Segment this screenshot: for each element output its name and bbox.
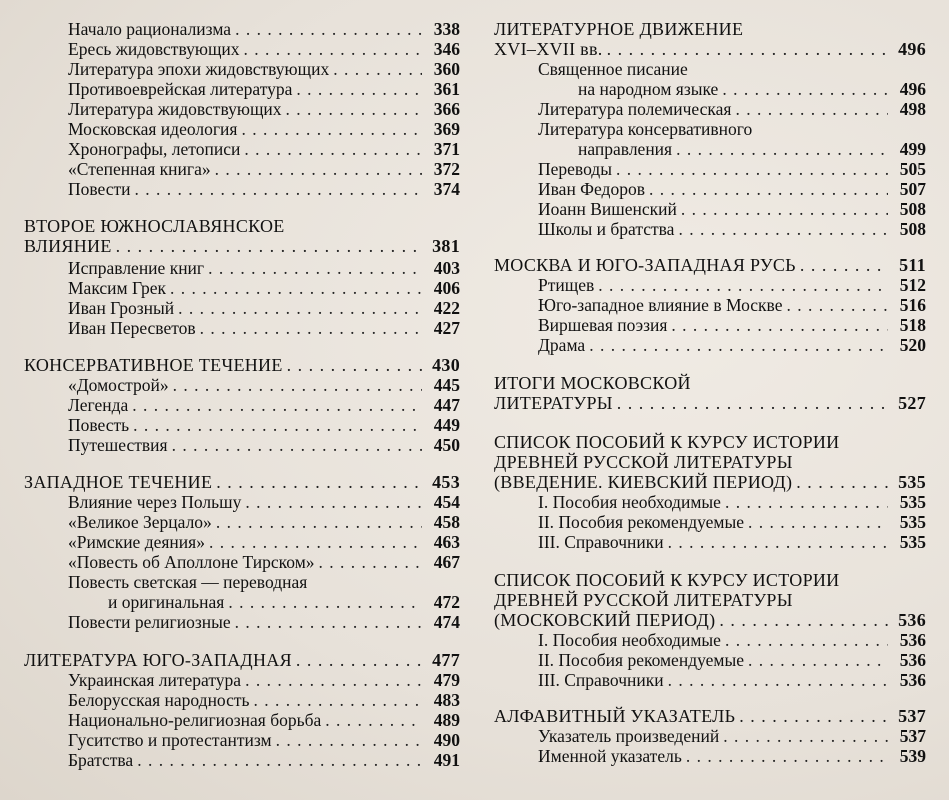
- toc-page-number: 499: [899, 139, 926, 159]
- dot-leader: [276, 730, 422, 750]
- toc-entry: [24, 552, 460, 572]
- toc-entry: [24, 59, 460, 79]
- dot-leader: [132, 395, 422, 415]
- toc-page-number: 508: [899, 219, 926, 239]
- dot-leader: [200, 318, 422, 338]
- toc-entry-title: ДРЕВНЕЙ РУССКОЙ ЛИТЕРАТУРЫ: [494, 452, 793, 472]
- toc-entry: [494, 79, 926, 99]
- toc-entry: [24, 318, 460, 338]
- toc-section-heading: [494, 39, 926, 59]
- dot-leader: [671, 315, 888, 335]
- toc-page-number: 516: [899, 295, 926, 315]
- toc-entry: [494, 726, 926, 746]
- dot-leader: [325, 710, 422, 730]
- toc-entry-title: Исправление книг: [68, 258, 205, 278]
- toc-section-heading: [494, 570, 926, 590]
- toc-page-number: 374: [433, 179, 460, 199]
- toc-page-number: 539: [899, 746, 926, 766]
- toc-page-number: 498: [899, 99, 926, 119]
- toc-page-number: 366: [433, 99, 460, 119]
- dot-leader: [135, 179, 422, 199]
- dot-leader: [244, 39, 422, 59]
- dot-leader: [286, 99, 422, 119]
- toc-section-heading: [494, 19, 926, 39]
- toc-entry-title: Московская идеология: [68, 119, 238, 139]
- toc-entry: [24, 512, 460, 532]
- dot-leader: [116, 236, 422, 256]
- toc-entry-title: «Степенная книга»: [68, 159, 211, 179]
- dot-leader: [235, 19, 422, 39]
- toc-page-number: 518: [899, 315, 926, 335]
- dot-leader: [786, 295, 888, 315]
- toc-page-number: 527: [898, 393, 926, 413]
- toc-entry-title: ВТОРОЕ ЮЖНОСЛАВЯНСКОЕ: [24, 216, 285, 236]
- toc-entry: [494, 179, 926, 199]
- toc-entry-title: Белорусская народность: [68, 690, 250, 710]
- toc-page-number: 520: [899, 335, 926, 355]
- toc-page-number: 536: [898, 610, 926, 630]
- toc-entry-title: СПИСОК ПОСОБИЙ К КУРСУ ИСТОРИИ: [494, 570, 840, 590]
- toc-entry-title: ДРЕВНЕЙ РУССКОЙ ЛИТЕРАТУРЫ: [494, 590, 793, 610]
- dot-leader: [216, 472, 422, 492]
- toc-entry: [24, 435, 460, 455]
- dot-leader: [649, 179, 888, 199]
- toc-entry-title: Противоеврейская литература: [68, 79, 293, 99]
- dot-leader: [800, 255, 888, 275]
- toc-page-number: 508: [899, 199, 926, 219]
- toc-entry: [24, 179, 460, 199]
- dot-leader: [678, 219, 888, 239]
- toc-entry-title: I. Пособия необходимые: [538, 630, 721, 650]
- toc-entry-title: Иван Федоров: [538, 179, 645, 199]
- toc-page-number: 422: [433, 298, 460, 318]
- toc-entry-title: СПИСОК ПОСОБИЙ К КУРСУ ИСТОРИИ: [494, 432, 840, 452]
- dot-leader: [681, 199, 888, 219]
- toc-page-number: 512: [899, 275, 926, 295]
- toc-entry-title: (МОСКОВСКИЙ ПЕРИОД): [494, 610, 716, 630]
- toc-entry: [494, 295, 926, 315]
- toc-section-heading: [494, 393, 926, 413]
- toc-entry: [24, 258, 460, 278]
- toc-entry-title: Путешествия: [68, 435, 168, 455]
- toc-page-number: 463: [433, 532, 460, 552]
- toc-entry: [24, 298, 460, 318]
- toc-entry-title: Украинская литература: [68, 670, 242, 690]
- toc-page-number: 445: [433, 375, 460, 395]
- toc-entry-title: Драма: [538, 335, 586, 355]
- toc-page-number: 360: [433, 59, 460, 79]
- toc-entry-title: II. Пособия рекомендуемые: [538, 512, 744, 532]
- dot-leader: [215, 159, 422, 179]
- toc-entry-title: МОСКВА И ЮГО-ЗАПАДНАЯ РУСЬ: [494, 255, 796, 275]
- toc-section-heading: [494, 472, 926, 492]
- toc-entry-title: Максим Грек: [68, 278, 167, 298]
- toc-page-number: 490: [433, 730, 460, 750]
- toc-entry-title: «Повесть об Аполлоне Тирском»: [68, 552, 315, 572]
- toc-entry-title: II. Пособия рекомендуемые: [538, 650, 744, 670]
- dot-leader: [722, 79, 888, 99]
- toc-entry-title: направления: [578, 139, 673, 159]
- toc-entry-title: и оригинальная: [108, 592, 225, 612]
- toc-page-number: 537: [898, 706, 926, 726]
- toc-entry-title: ИТОГИ МОСКОВСКОЙ: [494, 373, 691, 393]
- toc-entry: [494, 119, 926, 139]
- dot-leader: [719, 610, 888, 630]
- toc-entry-title: «Великое Зерцало»: [68, 512, 212, 532]
- toc-page-number: 371: [433, 139, 460, 159]
- toc-page-number: 536: [899, 670, 926, 690]
- toc-entry-title: Литература консервативного: [538, 119, 753, 139]
- toc-section-heading: [494, 255, 926, 275]
- toc-page-number: 536: [899, 650, 926, 670]
- dot-leader: [589, 335, 888, 355]
- toc-entry-title: Хронографы, летописи: [68, 139, 241, 159]
- toc-page-number: 535: [898, 472, 926, 492]
- toc-page-number: 477: [432, 650, 460, 670]
- dot-leader: [319, 552, 422, 572]
- toc-entry-title: Повесть светская — переводная: [68, 572, 308, 592]
- toc-page-number: 403: [433, 258, 460, 278]
- toc-entry: [24, 119, 460, 139]
- dot-leader: [216, 512, 422, 532]
- toc-entry-title: АЛФАВИТНЫЙ УКАЗАТЕЛЬ: [494, 706, 736, 726]
- toc-entry: [24, 492, 460, 512]
- toc-entry: [494, 670, 926, 690]
- toc-section-heading: [494, 452, 926, 472]
- toc-page-number: 537: [899, 726, 926, 746]
- dot-leader: [296, 79, 422, 99]
- toc-entry-title: Влияние через Польшу: [68, 492, 242, 512]
- toc-entry-title: ЛИТЕРАТУРНОЕ ДВИЖЕНИЕ: [494, 19, 744, 39]
- toc-entry-title: Ртищев: [538, 275, 595, 295]
- dot-leader: [725, 630, 888, 650]
- dot-leader: [668, 532, 888, 552]
- toc-entry-title: КОНСЕРВАТИВНОЕ ТЕЧЕНИЕ: [24, 355, 283, 375]
- dot-leader: [725, 492, 888, 512]
- toc-page-number: 496: [898, 39, 926, 59]
- dot-leader: [208, 258, 422, 278]
- toc-section-heading: [494, 590, 926, 610]
- toc-page-number: 536: [899, 630, 926, 650]
- toc-page-number: 381: [432, 236, 460, 256]
- toc-entry: [494, 746, 926, 766]
- toc-entry-title: Начало рационализма: [68, 19, 232, 39]
- toc-entry: [494, 139, 926, 159]
- toc-entry-title: Школы и братства: [538, 219, 675, 239]
- toc-entry-title: ЗАПАДНОЕ ТЕЧЕНИЕ: [24, 472, 213, 492]
- toc-entry-title: Повести религиозные: [68, 612, 231, 632]
- toc-page-number: 454: [433, 492, 460, 512]
- toc-entry-title: Именной указатель: [538, 746, 682, 766]
- toc-entry: [494, 59, 926, 79]
- toc-entry: [494, 630, 926, 650]
- toc-entry-title: «Римские деяния»: [68, 532, 205, 552]
- toc-page-number: 458: [433, 512, 460, 532]
- toc-page-number: 489: [433, 710, 460, 730]
- toc-entry: [24, 730, 460, 750]
- dot-leader: [723, 726, 888, 746]
- toc-entry: [24, 670, 460, 690]
- toc-entry-title: III. Справочники: [538, 532, 664, 552]
- toc-page-number: 511: [899, 255, 926, 275]
- toc-page-number: 496: [899, 79, 926, 99]
- toc-section-heading: [24, 236, 460, 256]
- dot-leader: [686, 746, 888, 766]
- dot-leader: [137, 750, 422, 770]
- dot-leader: [735, 99, 888, 119]
- toc-page-number: 447: [433, 395, 460, 415]
- toc-page-number: 427: [433, 318, 460, 338]
- toc-page-number: 449: [433, 415, 460, 435]
- toc-page-number: 369: [433, 119, 460, 139]
- dot-leader: [244, 139, 422, 159]
- toc-section-heading: [24, 216, 460, 236]
- toc-entry: [24, 375, 460, 395]
- toc-entry-title: I. Пособия необходимые: [538, 492, 721, 512]
- toc-entry: [24, 532, 460, 552]
- toc-entry: [24, 79, 460, 99]
- dot-leader: [748, 512, 888, 532]
- toc-entry-title: Священное писание: [538, 59, 688, 79]
- toc-entry-title: ЛИТЕРАТУРЫ: [494, 393, 613, 413]
- dot-leader: [241, 119, 422, 139]
- toc-entry-title: Виршевая поэзия: [538, 315, 668, 335]
- toc-entry: [494, 532, 926, 552]
- toc-entry-title: Указатель произведений: [538, 726, 720, 746]
- toc-page-number: 505: [899, 159, 926, 179]
- toc-entry-title: Братства: [68, 750, 134, 770]
- toc-entry: [24, 395, 460, 415]
- toc-entry-title: Иван Грозный: [68, 298, 175, 318]
- toc-entry-title: Иоанн Вишенский: [538, 199, 677, 219]
- toc-entry: [494, 219, 926, 239]
- dot-leader: [170, 278, 422, 298]
- toc-entry: [24, 159, 460, 179]
- toc-entry-title: Литература полемическая: [538, 99, 732, 119]
- toc-entry: [494, 335, 926, 355]
- toc-section-heading: [24, 355, 460, 375]
- toc-page-number: 361: [433, 79, 460, 99]
- toc-entry: [494, 512, 926, 532]
- toc-entry-title: Повесть: [68, 415, 130, 435]
- dot-leader: [668, 670, 888, 690]
- toc-entry-title: Литература жидовствующих: [68, 99, 282, 119]
- toc-section-heading: [24, 650, 460, 670]
- toc-entry-title: Повести: [68, 179, 131, 199]
- dot-leader: [739, 706, 888, 726]
- toc-entry-title: XVI–XVII вв.: [494, 39, 603, 59]
- toc-page-number: 338: [433, 19, 460, 39]
- dot-leader: [133, 415, 422, 435]
- toc-entry-title: Юго-западное влияние в Москве: [538, 295, 783, 315]
- dot-leader: [748, 650, 888, 670]
- toc-entry: [494, 199, 926, 219]
- dot-leader: [173, 375, 422, 395]
- dot-leader: [617, 393, 888, 413]
- dot-leader: [245, 670, 422, 690]
- toc-entry: [24, 592, 460, 612]
- toc-entry: [24, 139, 460, 159]
- toc-page-number: 453: [432, 472, 460, 492]
- toc-entry: [494, 315, 926, 335]
- toc-entry-title: Легенда: [68, 395, 129, 415]
- toc-entry: [494, 275, 926, 295]
- toc-entry: [494, 99, 926, 119]
- toc-entry: [24, 572, 460, 592]
- toc-page-number: 535: [899, 512, 926, 532]
- toc-entry: [24, 690, 460, 710]
- dot-leader: [607, 39, 888, 59]
- toc-page-number: 346: [433, 39, 460, 59]
- dot-leader: [254, 690, 422, 710]
- dot-leader: [209, 532, 422, 552]
- toc-page-number: 450: [433, 435, 460, 455]
- toc-page-number: 491: [433, 750, 460, 770]
- toc-section-heading: [494, 610, 926, 630]
- dot-leader: [796, 472, 888, 492]
- toc-entry: [24, 415, 460, 435]
- toc-entry-title: ВЛИЯНИЕ: [24, 236, 112, 256]
- toc-entry-title: Переводы: [538, 159, 612, 179]
- dot-leader: [235, 612, 422, 632]
- toc-entry: [24, 612, 460, 632]
- toc-entry-title: «Домострой»: [68, 375, 169, 395]
- toc-section-heading: [494, 432, 926, 452]
- toc-page-number: 483: [433, 690, 460, 710]
- toc-entry-title: Ересь жидовствующих: [68, 39, 240, 59]
- dot-leader: [287, 355, 422, 375]
- toc-entry: [24, 19, 460, 39]
- dot-leader: [676, 139, 888, 159]
- dot-leader: [172, 435, 422, 455]
- toc-entry: [494, 159, 926, 179]
- dot-leader: [598, 275, 888, 295]
- toc-entry-title: Национально-религиозная борьба: [68, 710, 322, 730]
- toc-section-heading: [24, 472, 460, 492]
- toc-section-heading: [494, 706, 926, 726]
- toc-page-number: 535: [899, 492, 926, 512]
- toc-entry-title: на народном языке: [578, 79, 719, 99]
- toc-entry: [494, 492, 926, 512]
- toc-page-number: 467: [433, 552, 460, 572]
- toc-entry-title: Иван Пересветов: [68, 318, 196, 338]
- toc-entry: [24, 278, 460, 298]
- toc-entry: [24, 710, 460, 730]
- toc-page-number: 474: [433, 612, 460, 632]
- dot-leader: [616, 159, 888, 179]
- toc-entry-title: Гуситство и протестантизм: [68, 730, 272, 750]
- dot-leader: [178, 298, 422, 318]
- dot-leader: [228, 592, 422, 612]
- toc-page-number: 535: [899, 532, 926, 552]
- toc-section-heading: [494, 373, 926, 393]
- toc-entry: [24, 750, 460, 770]
- toc-entry-title: III. Справочники: [538, 670, 664, 690]
- toc-entry-title: (ВВЕДЕНИЕ. КИЕВСКИЙ ПЕРИОД): [494, 472, 793, 492]
- toc-entry-title: Литература эпохи жидовствующих: [68, 59, 330, 79]
- toc-page-number: 430: [432, 355, 460, 375]
- toc-page-number: 372: [433, 159, 460, 179]
- toc-entry: [494, 650, 926, 670]
- toc-entry: [24, 99, 460, 119]
- toc-page-number: 479: [433, 670, 460, 690]
- toc-page-number: 472: [433, 592, 460, 612]
- dot-leader: [245, 492, 422, 512]
- toc-page-number: 507: [899, 179, 926, 199]
- dot-leader: [296, 650, 422, 670]
- toc-entry: [24, 39, 460, 59]
- toc-page-number: 406: [433, 278, 460, 298]
- toc-entry-title: ЛИТЕРАТУРА ЮГО-ЗАПАДНАЯ: [24, 650, 292, 670]
- dot-leader: [333, 59, 422, 79]
